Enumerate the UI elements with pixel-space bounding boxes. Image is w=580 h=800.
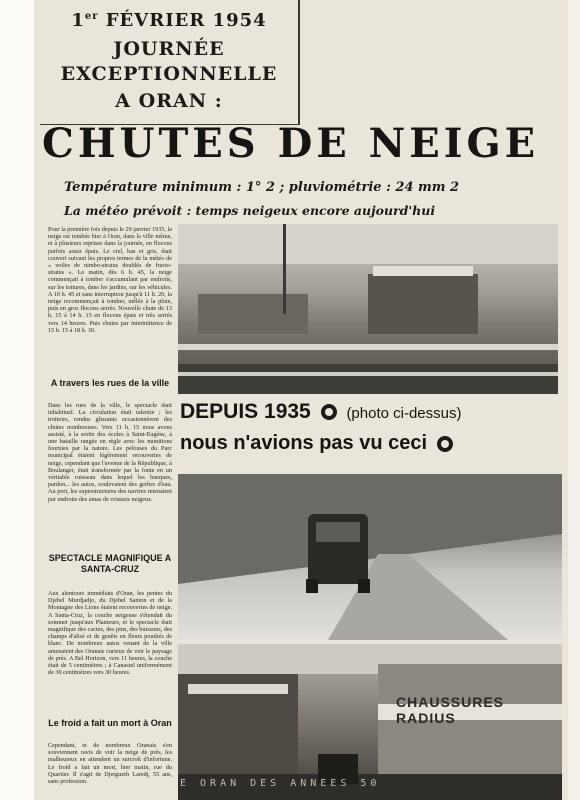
article-rues: Dans les rues de la ville, le spectacle était inhabituel. La circulation était ralentie ; les trottoirs, rendus glissants occasionnèrent des chutes nombreuses. Vers 11 h. 15 nous avons assisté, à la sortie des écoles à Saint-Eugène, à une bataille rangée en règle avec les munitions fournies par la nature. Les pelouses du Parc municipal étaient légèrement recouvertes de neige, cependant que l'avenue de la République, à Boulanger, était transformée par la fonte en un véritable ruisseau dans lequel les banques, pardon... les autos, soulevaient des gerbes d'eau. Au port, les superstructures des navires retenaient par endroits des amas de cristaux neigeux. — [48, 402, 172, 503]
banner-depuis-text: DEPUIS 1935 — [180, 400, 311, 423]
subheadline-meteo: La météo prévoit : temps neigeux encore aujourd'hui — [64, 203, 436, 218]
header-line-exceptionnelle: EXCEPTIONNELLE — [60, 63, 278, 85]
photo-harbor-snow — [178, 224, 558, 394]
banner-photo-note: (photo ci-dessus) — [346, 405, 462, 422]
section-heading-froid: Le froid a fait un mort à Oran — [48, 718, 172, 728]
article-froid: Cependant, et de nombreux Oranais s'en souviennent ravis de voir la neige de près, les malheureux en attendent un surcroît d'infortune. Le froid a fait un mort, hier matin, rue du Quartier. Il s'agit de Djerguerb Laredj, 55 ans, sans profession. — [48, 742, 172, 786]
header-line-journee: JOURNÉE — [113, 38, 225, 60]
banner-vu-ceci — [180, 432, 570, 455]
page-margin — [0, 0, 34, 800]
circle-marker-icon — [321, 404, 337, 420]
main-headline: CHUTES DE NEIGE — [42, 120, 540, 167]
section-heading-rues: A travers les rues de la ville — [50, 378, 170, 388]
photo-street-snow — [178, 644, 562, 800]
banner-depuis — [180, 400, 570, 424]
article-intro: Pour la première fois depuis le 29 janvier 1935, la neige est tombée hier à Oran, dans la ville même, et à plusieurs reprises dans la journée, en flocons parfois assez épais. Le ciel, bas et gris, était couvert suivant les propres termes de la météo de « voiles de nimbo-stratus doublés de fracto-stratus ». Le matin, dès 6 h. 45, la neige commençait à tomber s'accumulant par endroits, sur les toitures, dans les jardins, sur les véhicules. A 10 h. 45 et sans interruption jusqu'à 11 h. 20, la neige recommençait à tomber, mêlée à la pluie, puis en gros flocons serrés. Nouvelle chute de 13 h. 15 à 14 h. 15 en flocons épais et très serrés vers 14 heures. Puis chutes par intermittence de 15 h. 15 à 18 h. 30. — [48, 226, 172, 334]
article-santa-cruz: Aux alentours immédiats d'Oran, les pentes du Djebel Murdjadjo, du Djebel Santon et de la Montagne des Lions étaient recouvertes de neige. A Santa-Cruz, la couche neigeuse s'étendait du sommet jusqu'aux Planteurs, et le spectacle était magnifique des cactus, des pins, des buissons, des champs d'alisé et de genêts en fleurs poudrés de blanc. De nombreux autos venant de la ville amenaient des Oranais curieux de voir le paysage de près. A Bel Horizon, vers 11 heures, la couche était de 5 centimètres ; à Canastel uniformément de 30 centimètres vers 30 heures. — [48, 590, 172, 677]
photo-car-snowy-road — [178, 474, 562, 640]
header-date: 1er FÉVRIER 1954 — [71, 10, 267, 31]
section-heading-santa-cruz: SPECTACLE MAGNIFIQUE A SANTA-CRUZ — [48, 553, 172, 574]
watermark: E ORAN DES ANNEES 50 — [180, 778, 381, 789]
banner-vu-text: nous n'avions pas vu ceci — [180, 432, 428, 454]
header-line-oran: A ORAN : — [115, 90, 223, 112]
shop-sign: CHAUSSURES RADIUS — [396, 694, 505, 726]
circle-marker-icon — [437, 436, 453, 452]
subheadline-temperature: Température minimum : 1° 2 ; pluviométrie : 24 mm 2 — [64, 180, 460, 195]
